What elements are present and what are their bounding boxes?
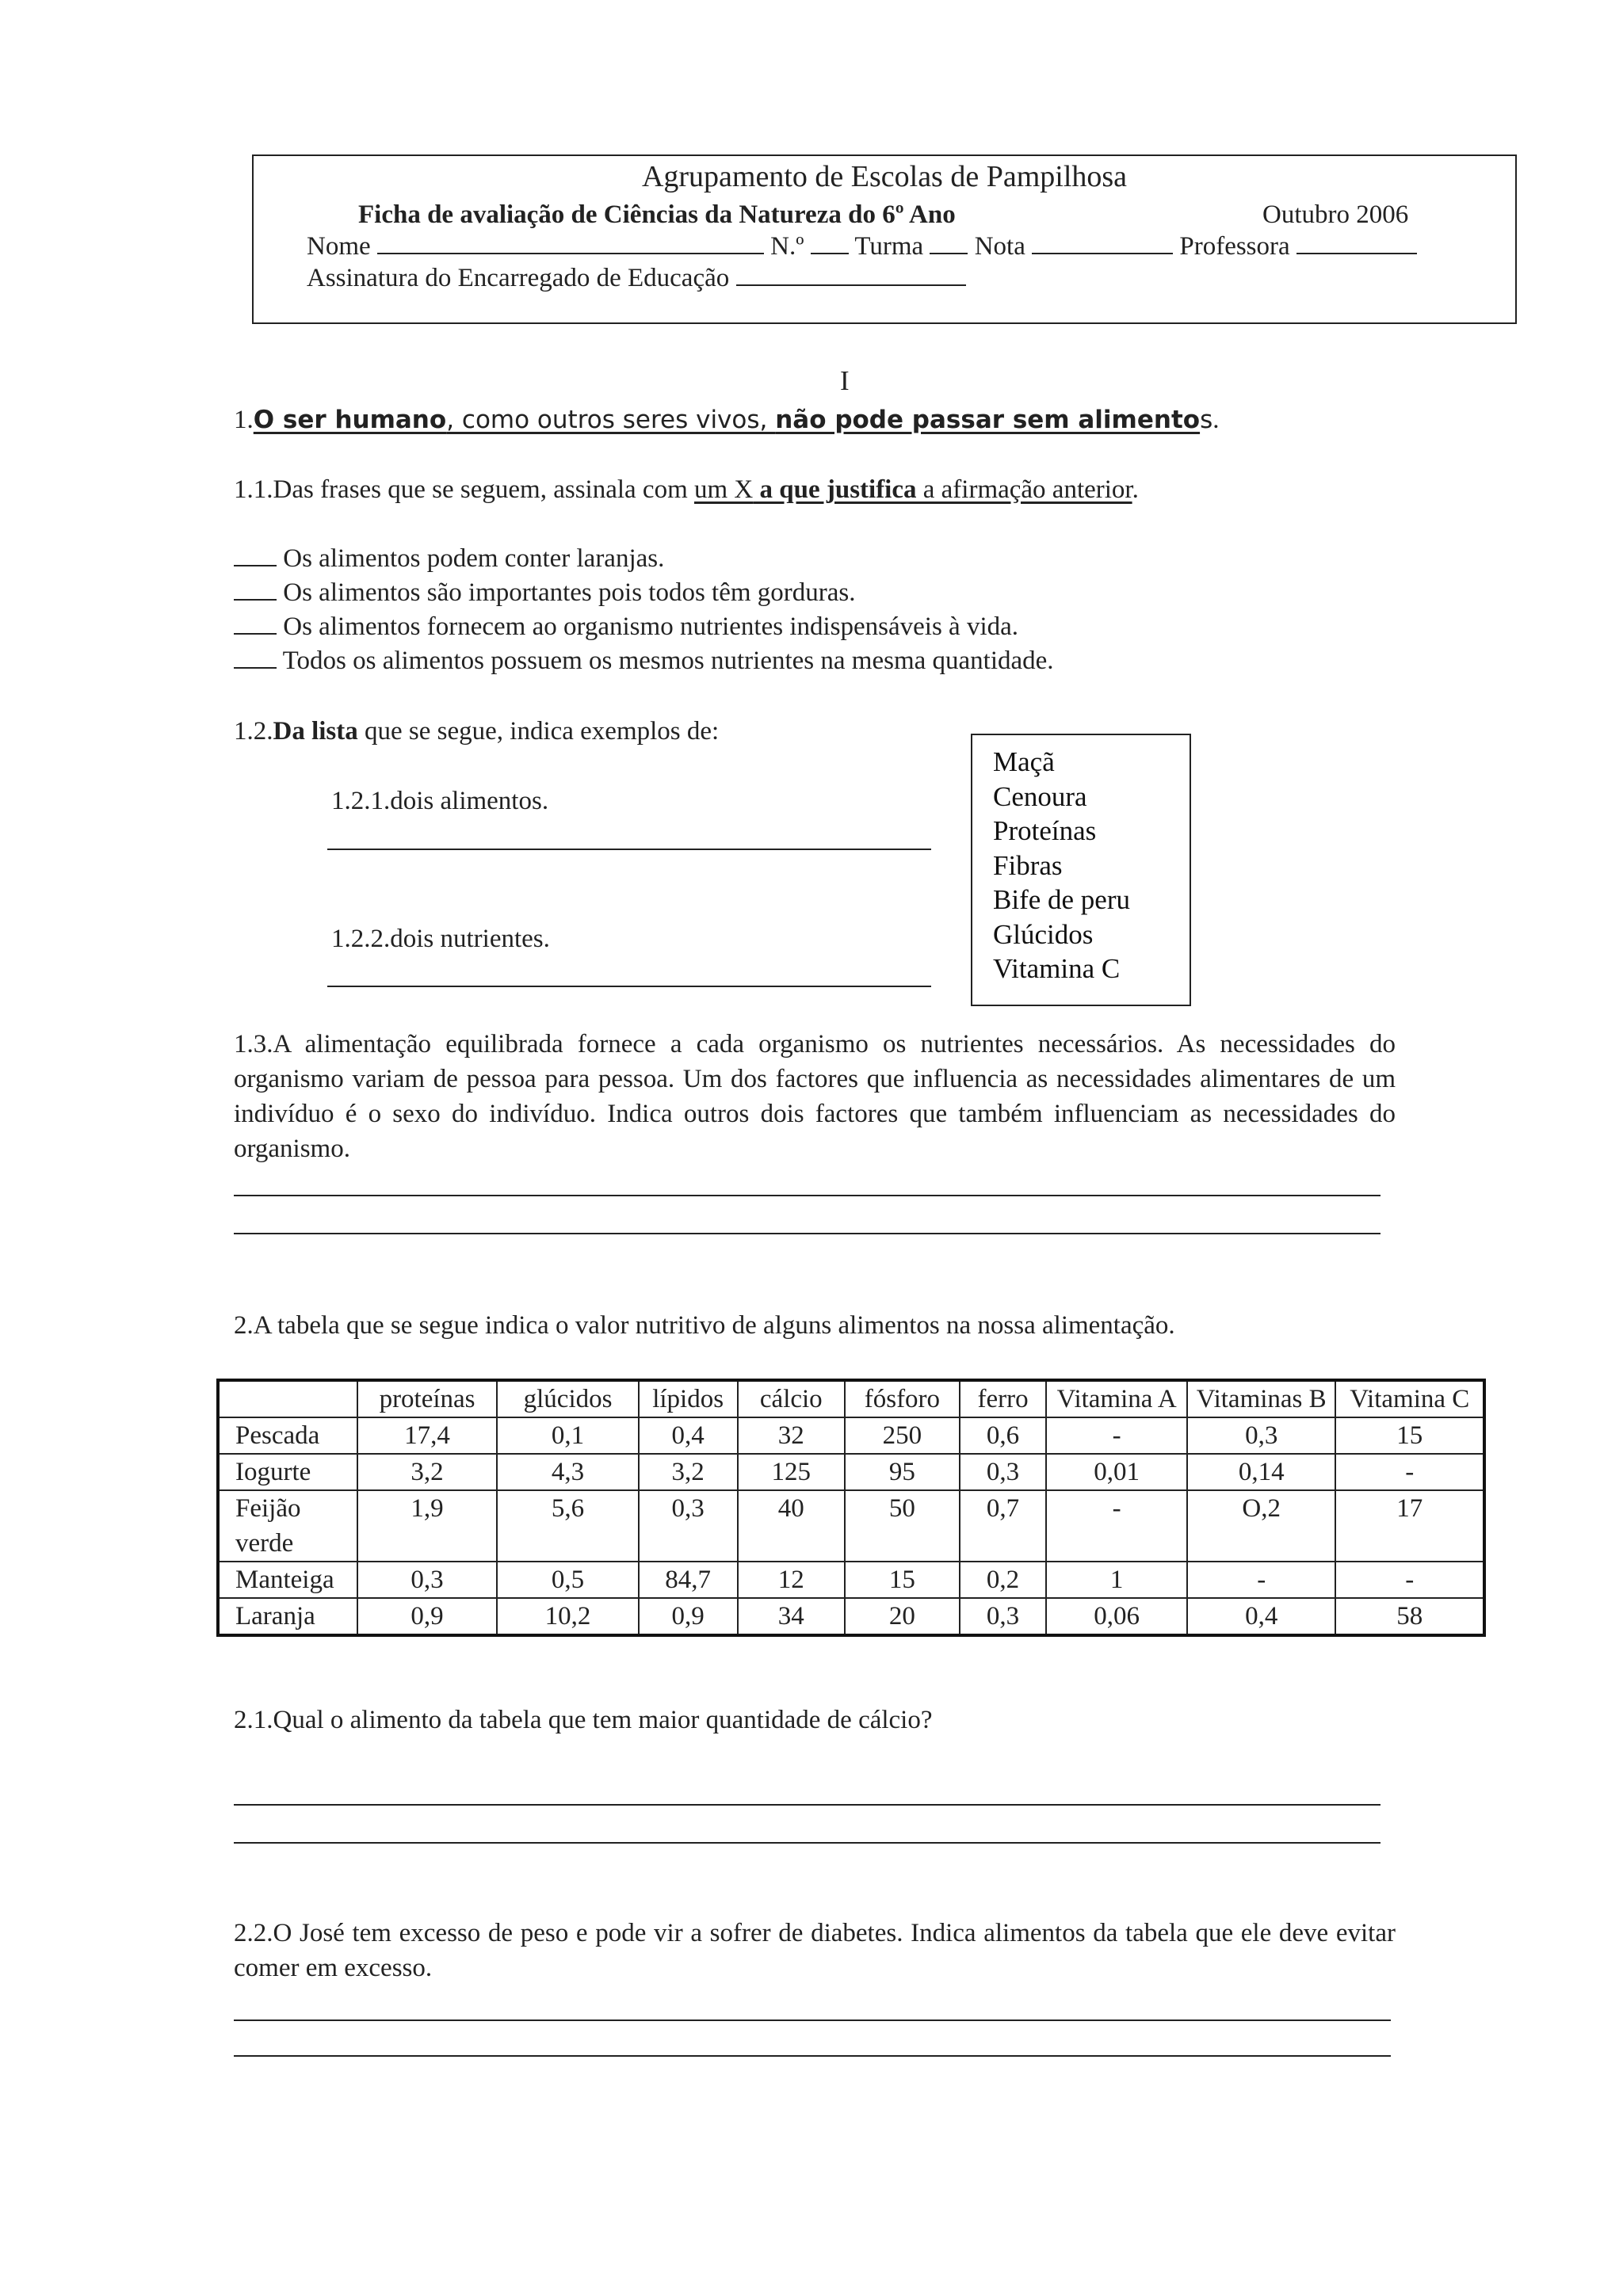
answer-line-1-2-2[interactable] [327, 986, 931, 987]
column-header: fósforo [845, 1380, 960, 1417]
question-1-2-1: 1.2.1.dois alimentos. [331, 787, 549, 815]
column-header: Vitaminas B [1187, 1380, 1336, 1417]
table-cell: 1 [1046, 1562, 1187, 1598]
answer-line-2-1-b[interactable] [234, 1842, 1381, 1844]
table-cell: - [1046, 1490, 1187, 1562]
column-header: cálcio [738, 1380, 846, 1417]
table-cell: 0,3 [1187, 1417, 1336, 1454]
list-item: Glúcidos [993, 918, 1094, 950]
table-cell: 0,4 [1187, 1598, 1336, 1635]
option-3-text: Os alimentos fornecem ao organismo nutrientes indispensáveis à vida. [283, 612, 1019, 641]
table-cell: 10,2 [497, 1598, 638, 1635]
option-4-text: Todos os alimentos possuem os mesmos nutrientes na mesma quantidade. [282, 646, 1054, 675]
table-cell: 0,4 [639, 1417, 738, 1454]
table-cell: 0,9 [639, 1598, 738, 1635]
table-row [218, 1454, 1484, 1490]
question-1-3: 1.3.A alimentação equilibrada fornece a cada organismo os nutrientes necessários. As necessidades do organismo variam de pessoa para pessoa. Um dos factores que influencia as necessidades alimentares de um indivíduo é o sexo do indivíduo. Indica outros dois factores que também influenciam as necessidades do organismo. [234, 1030, 1396, 1163]
table-cell: 0,3 [357, 1562, 498, 1598]
answer-line-1-3-a[interactable] [234, 1195, 1381, 1196]
grade-label: Nota [974, 232, 1025, 261]
column-header: glúcidos [497, 1380, 638, 1417]
table-cell: 0,3 [639, 1490, 738, 1562]
column-header: lípidos [639, 1380, 738, 1417]
table-cell: 250 [845, 1417, 960, 1454]
question-1-period: . [1212, 406, 1220, 434]
sheet-subtitle: Ficha de avaliação de Ciências da Natureza do 6º Ano [358, 200, 956, 229]
question-1-1 [234, 473, 1139, 507]
table-cell: 3,2 [639, 1454, 738, 1490]
option-1-checkbox[interactable] [234, 543, 277, 566]
table-cell: 0,5 [497, 1562, 638, 1598]
answer-line-1-3-b[interactable] [234, 1233, 1381, 1234]
answer-line-1-2-1[interactable] [327, 849, 931, 850]
question-1-1-end: . [1132, 475, 1139, 504]
sheet-date: Outubro 2006 [1262, 200, 1409, 229]
row-header: Iogurte [218, 1454, 357, 1490]
table-cell: 17,4 [357, 1417, 498, 1454]
option-1-text: Os alimentos podem conter laranjas. [283, 544, 665, 573]
column-header: ferro [960, 1380, 1047, 1417]
section-number: I [840, 365, 850, 396]
signature-line [307, 261, 966, 296]
list-item: Proteínas [993, 815, 1097, 846]
list-item: Maçã [993, 746, 1055, 777]
name-label: Nome [307, 232, 371, 261]
row-header: Pescada [218, 1417, 357, 1454]
school-name: Agrupamento de Escolas de Pampilhosa [641, 160, 1128, 193]
question-1-2 [234, 715, 719, 749]
question-1-2-number: 1.2. [234, 717, 273, 746]
option-3-checkbox[interactable] [234, 611, 277, 635]
table-row [218, 1562, 1484, 1598]
question-1-1-space [753, 475, 759, 504]
table-cell: 0,2 [960, 1562, 1047, 1598]
table-cell: 5,6 [497, 1490, 638, 1562]
question-1-claim: não pode passar sem alimento [775, 406, 1201, 434]
question-1 [234, 403, 1219, 437]
list-item: Bife de peru [993, 884, 1130, 915]
number-field[interactable] [811, 231, 849, 254]
question-1-1-rest: a afirmação anterior [916, 475, 1132, 504]
table-row [218, 1417, 1484, 1454]
table-cell: 0,3 [960, 1454, 1047, 1490]
option-1 [234, 542, 664, 576]
class-label: Turma [854, 232, 924, 261]
column-header: proteínas [357, 1380, 498, 1417]
list-item: Cenoura [993, 780, 1087, 812]
table-cell: 15 [845, 1562, 960, 1598]
table-cell: 15 [1335, 1417, 1484, 1454]
table-cell: 0,9 [357, 1598, 498, 1635]
table-cell: - [1335, 1562, 1484, 1598]
question-2-2: 2.2.O José tem excesso de peso e pode vir a sofrer de diabetes. Indica alimentos da tabela que ele deve evitar comer em excesso. [234, 1919, 1396, 1982]
table-cell: 34 [738, 1598, 846, 1635]
food-list-box [971, 734, 1191, 1006]
question-2-1: 2.1.Qual o alimento da tabela que tem maior quantidade de cálcio? [234, 1706, 933, 1734]
option-4-checkbox[interactable] [234, 645, 277, 669]
table-cell: 95 [845, 1454, 960, 1490]
question-1-1-justifies: a que justifica [759, 475, 917, 504]
teacher-label: Professora [1179, 232, 1290, 261]
table-cell: 0,3 [960, 1598, 1047, 1635]
option-4 [234, 644, 1054, 678]
answer-line-2-2-b[interactable] [234, 2055, 1391, 2057]
grade-field[interactable] [1032, 231, 1173, 254]
question-2: 2.A tabela que se segue indica o valor nutritivo de alguns alimentos na nossa alimentação. [234, 1311, 1175, 1340]
table-cell: - [1335, 1454, 1484, 1490]
table-cell: 0,6 [960, 1417, 1047, 1454]
teacher-field[interactable] [1296, 231, 1417, 254]
table-cell: 50 [845, 1490, 960, 1562]
answer-line-2-2-a[interactable] [234, 2019, 1391, 2021]
answer-line-2-1-a[interactable] [234, 1804, 1381, 1806]
table-cell: 125 [738, 1454, 846, 1490]
list-item: Fibras [993, 849, 1063, 881]
table-cell: - [1046, 1417, 1187, 1454]
option-2-text: Os alimentos são importantes pois todos têm gorduras. [283, 578, 856, 607]
table-cell: 1,9 [357, 1490, 498, 1562]
question-1-2-bold: Da lista [273, 717, 358, 746]
table-header-row [218, 1380, 1484, 1417]
option-3 [234, 610, 1018, 644]
table-cell: 58 [1335, 1598, 1484, 1635]
table-cell: - [1187, 1562, 1336, 1598]
column-header: Vitamina C [1335, 1380, 1484, 1417]
table-cell: 84,7 [639, 1562, 738, 1598]
signature-label: Assinatura do Encarregado de Educação [307, 264, 730, 292]
row-header: Feijão verde [218, 1490, 357, 1562]
class-field[interactable] [930, 231, 968, 254]
question-1-2-rest: que se segue, indica exemplos de: [357, 717, 720, 746]
column-header [218, 1380, 357, 1417]
nutrition-table [216, 1379, 1486, 1637]
list-item: Vitamina C [993, 953, 1121, 984]
table-cell: O,2 [1187, 1490, 1336, 1562]
question-1-tail: s [1200, 406, 1213, 434]
question-1-subject: O ser humano [253, 406, 447, 434]
table-cell: 0,7 [960, 1490, 1047, 1562]
table-cell: 4,3 [497, 1454, 638, 1490]
table-cell: 0,01 [1046, 1454, 1187, 1490]
table-cell: 3,2 [357, 1454, 498, 1490]
question-1-number: 1. [234, 406, 254, 434]
identification-line [307, 230, 1417, 264]
row-header: Manteiga [218, 1562, 357, 1598]
table-cell: 32 [738, 1417, 846, 1454]
option-2 [234, 576, 856, 610]
question-1-1-mark: um X [694, 475, 754, 504]
number-label: N.º [770, 232, 804, 261]
question-1-1-prefix: 1.1.Das frases que se seguem, assinala com [234, 475, 694, 504]
table-cell: 0,06 [1046, 1598, 1187, 1635]
table-row [218, 1598, 1484, 1635]
column-header: Vitamina A [1046, 1380, 1187, 1417]
table-cell: 17 [1335, 1490, 1484, 1562]
name-field[interactable] [377, 231, 764, 254]
option-2-checkbox[interactable] [234, 577, 277, 601]
table-row [218, 1490, 1484, 1562]
table-cell: 40 [738, 1490, 846, 1562]
table-cell: 0,1 [497, 1417, 638, 1454]
signature-field[interactable] [736, 262, 966, 286]
table-cell: 0,14 [1187, 1454, 1336, 1490]
question-1-middle: , como outros seres vivos, [446, 406, 776, 434]
question-1-2-2: 1.2.2.dois nutrientes. [331, 925, 550, 953]
table-cell: 20 [845, 1598, 960, 1635]
table-cell: 12 [738, 1562, 846, 1598]
row-header: Laranja [218, 1598, 357, 1635]
